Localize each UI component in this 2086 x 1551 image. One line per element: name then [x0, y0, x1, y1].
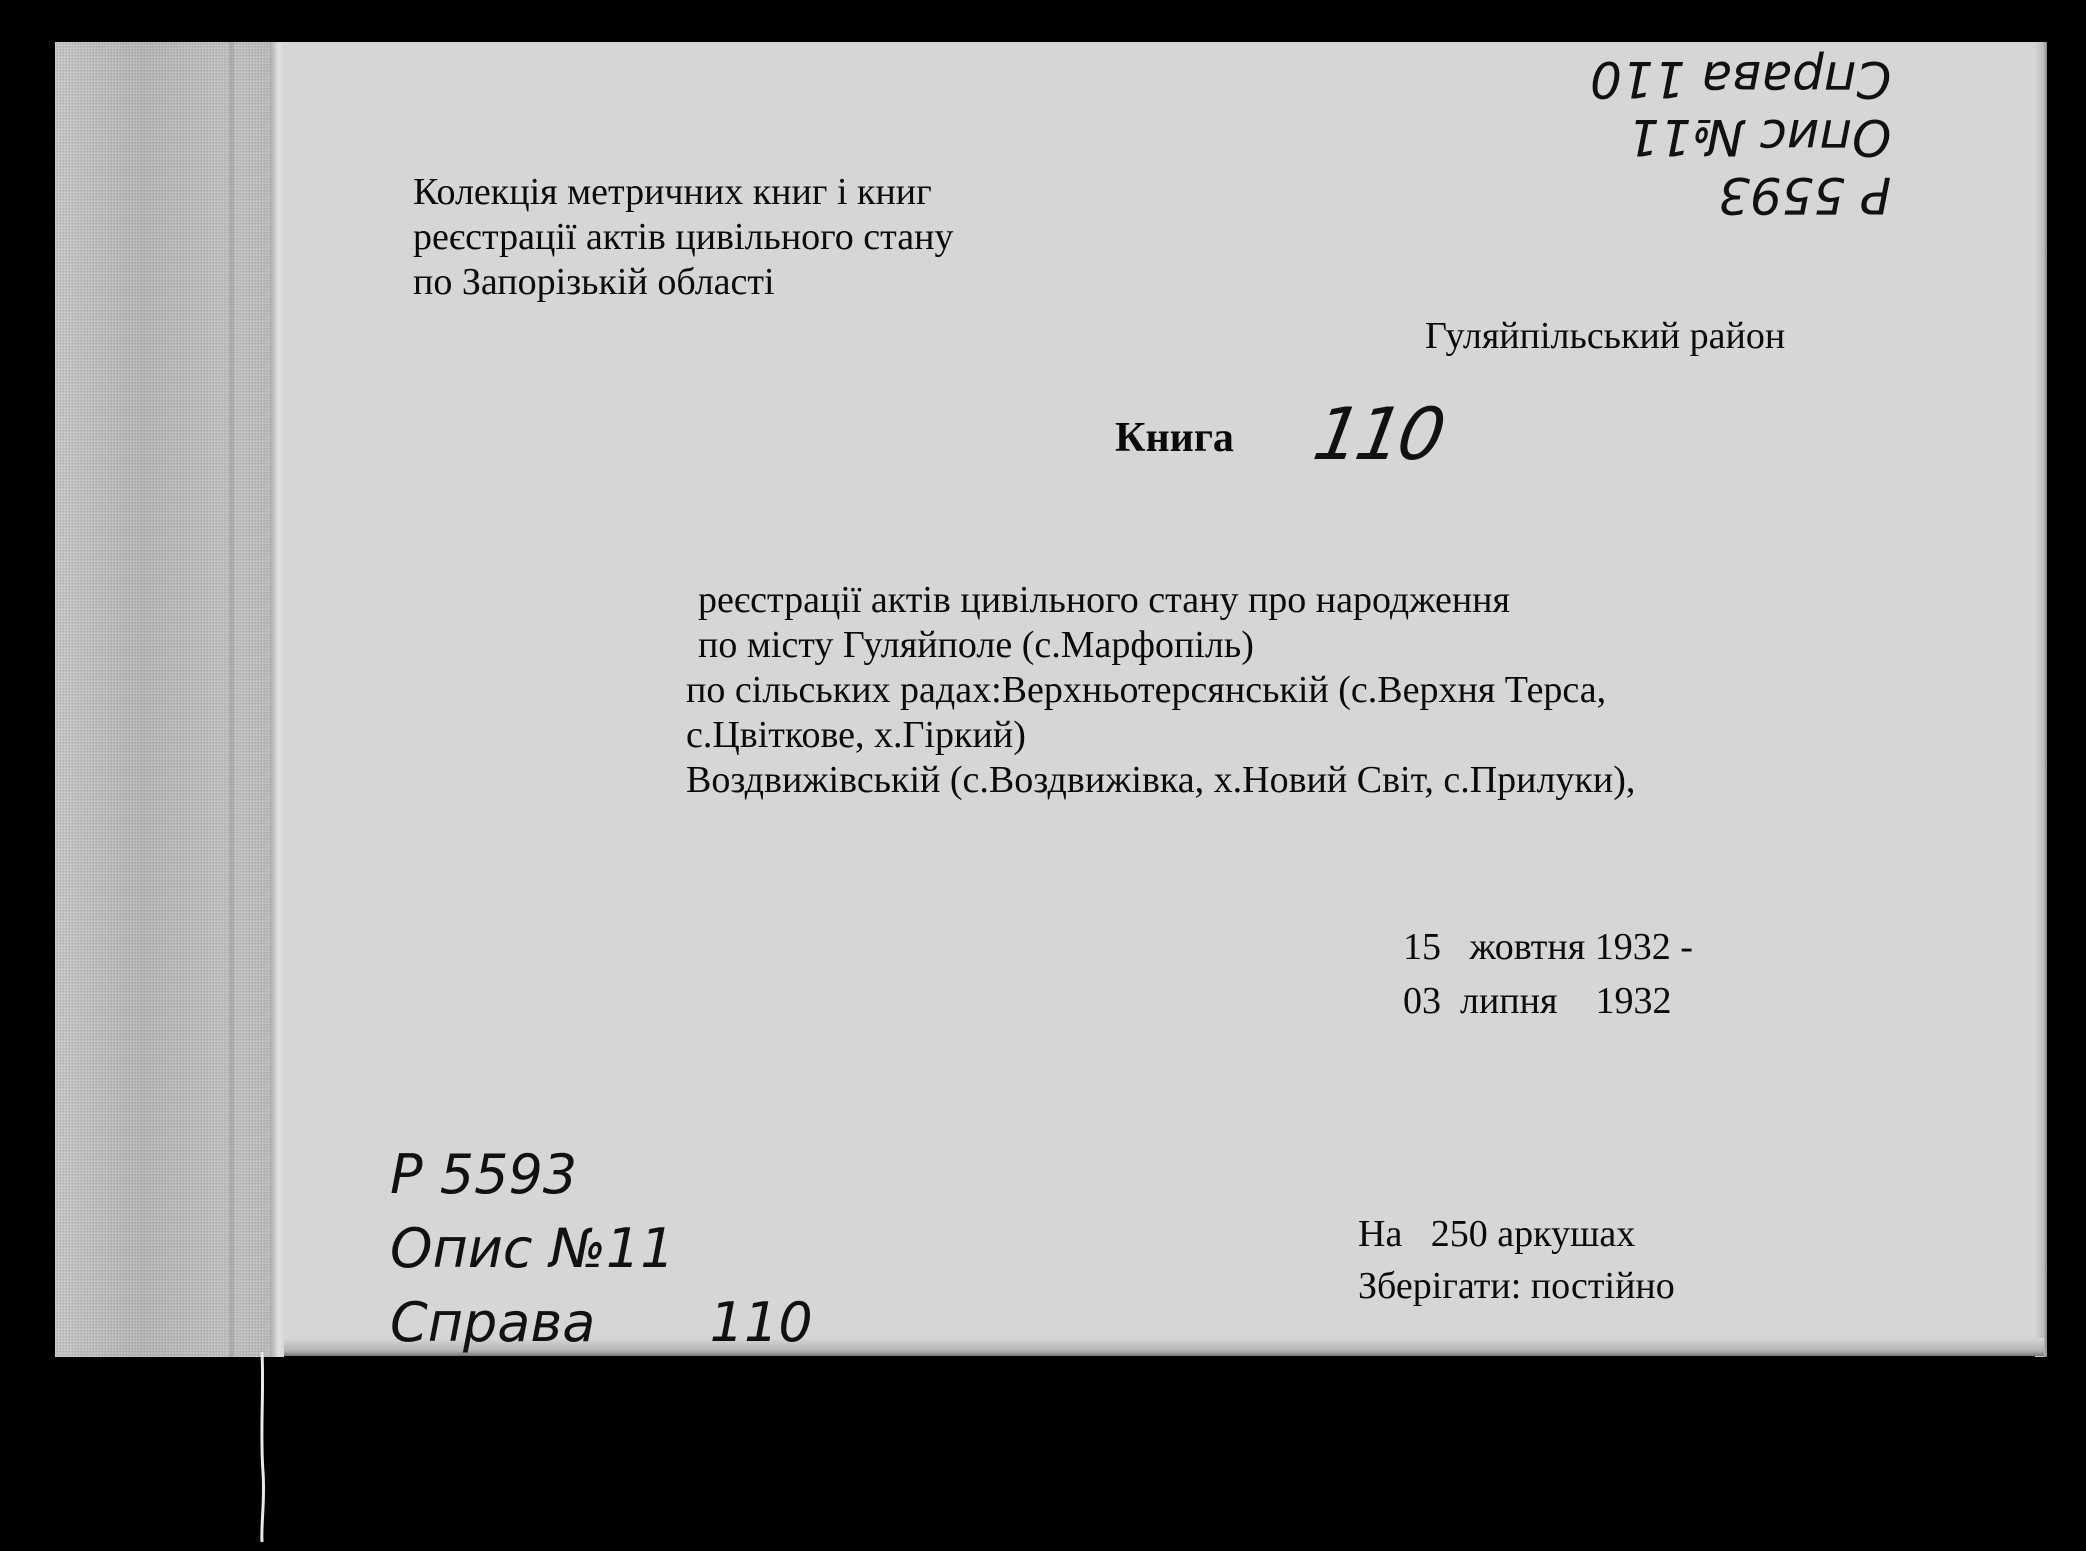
description-line-3: по сільських радах:Верхньотерсянській (с.Верхня Терса, [686, 669, 1607, 711]
date-start: 15 жовтня 1932 - [1403, 926, 1693, 968]
binding-thread [258, 1352, 266, 1542]
spine-fold-line [229, 42, 234, 1357]
description-line-5: Воздвижівській (с.Воздвижівка, х.Новий Світ, с.Прилуки), [686, 759, 1636, 801]
fabric-spine [55, 42, 275, 1357]
handwritten-top-sprava: Справа 110 [1590, 50, 1892, 108]
storage-term: Зберігати: постійно [1358, 1265, 1675, 1307]
handwritten-opys-line [390, 1212, 813, 1286]
handwritten-top-opys: Опис №11 [1627, 108, 1892, 166]
description-line-1: реєстрації актів цивільного стану про народження [698, 579, 1510, 621]
book-label: Книга [1115, 415, 1234, 461]
sheets-info [1358, 1208, 1675, 1312]
cover-right-edge [2035, 42, 2047, 1357]
handwritten-sprava: Справа [390, 1291, 596, 1354]
handwritten-opys: Опис [390, 1217, 533, 1280]
district-name: Гуляйпільський район [1425, 315, 1786, 357]
sheet-count: На 250 аркушах [1358, 1213, 1636, 1255]
handwritten-book-number: 110 [1307, 392, 1448, 476]
handwritten-fund: Р 5593 [390, 1143, 578, 1206]
collection-title-line-1: Колекція метричних книг і книг [413, 171, 932, 213]
handwritten-sprava-number: 110 [709, 1291, 813, 1354]
description-line-2: по місту Гуляйполе (с.Марфопіль) [698, 624, 1254, 666]
handwritten-archive-marks-bottom [390, 1138, 813, 1360]
spine-edge [270, 42, 284, 1357]
handwritten-sprava-line [390, 1286, 813, 1360]
collection-title-line-3: по Запорізькій області [413, 261, 775, 303]
handwritten-top-fund: Р 5593 [1718, 166, 1892, 224]
description-line-4: с.Цвіткове, х.Гіркий) [686, 714, 1026, 756]
date-range [1403, 920, 1693, 1028]
date-end: 03 липня 1932 [1403, 980, 1672, 1022]
book-description [686, 578, 1635, 803]
collection-title-line-2: реєстрації актів цивільного стану [413, 216, 954, 258]
handwritten-opys-number: №11 [549, 1217, 675, 1280]
collection-title [413, 170, 953, 305]
handwritten-archive-marks-top [1590, 50, 1891, 224]
